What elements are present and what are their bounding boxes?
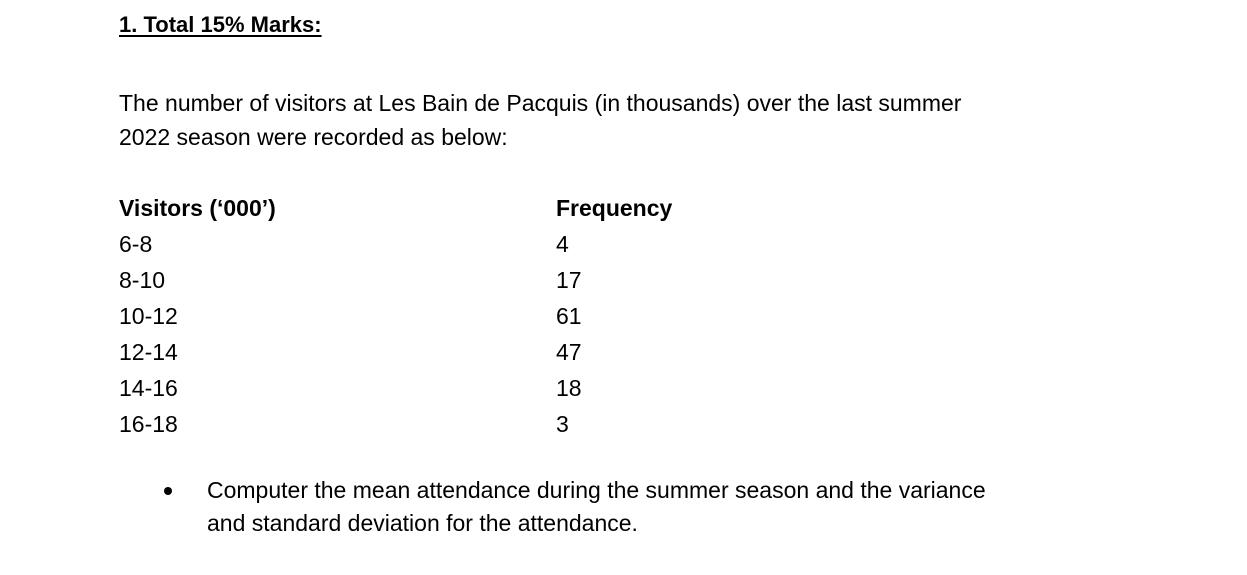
bullet-icon <box>164 487 172 495</box>
header-frequency: Frequency <box>556 195 673 221</box>
visitors-cell: 10-12 <box>119 303 178 329</box>
task-line-1: Computer the mean attendance during the summer season and the variance <box>207 477 986 503</box>
question-heading: 1. Total 15% Marks: <box>119 12 322 37</box>
frequency-cell: 4 <box>556 231 569 257</box>
list-item <box>160 474 1160 540</box>
task-line-2: and standard deviation for the attendance. <box>207 510 638 536</box>
frequency-cell: 18 <box>556 375 582 401</box>
intro-line-1: The number of visitors at Les Bain de Pacquis (in thousands) over the last summer <box>119 90 962 116</box>
header-visitors: Visitors (‘000’) <box>119 195 276 221</box>
frequency-cell: 61 <box>556 303 582 329</box>
task-list <box>160 474 1160 540</box>
frequency-cell: 17 <box>556 267 582 293</box>
intro-paragraph <box>119 86 1119 154</box>
visitors-cell: 8-10 <box>119 267 166 293</box>
intro-line-2: 2022 season were recorded as below: <box>119 124 508 150</box>
visitors-cell: 14-16 <box>119 375 178 401</box>
frequency-cell: 3 <box>556 411 569 437</box>
visitors-cell: 12-14 <box>119 339 178 365</box>
visitors-cell: 6-8 <box>119 231 153 257</box>
visitors-cell: 16-18 <box>119 411 178 437</box>
frequency-cell: 47 <box>556 339 582 365</box>
